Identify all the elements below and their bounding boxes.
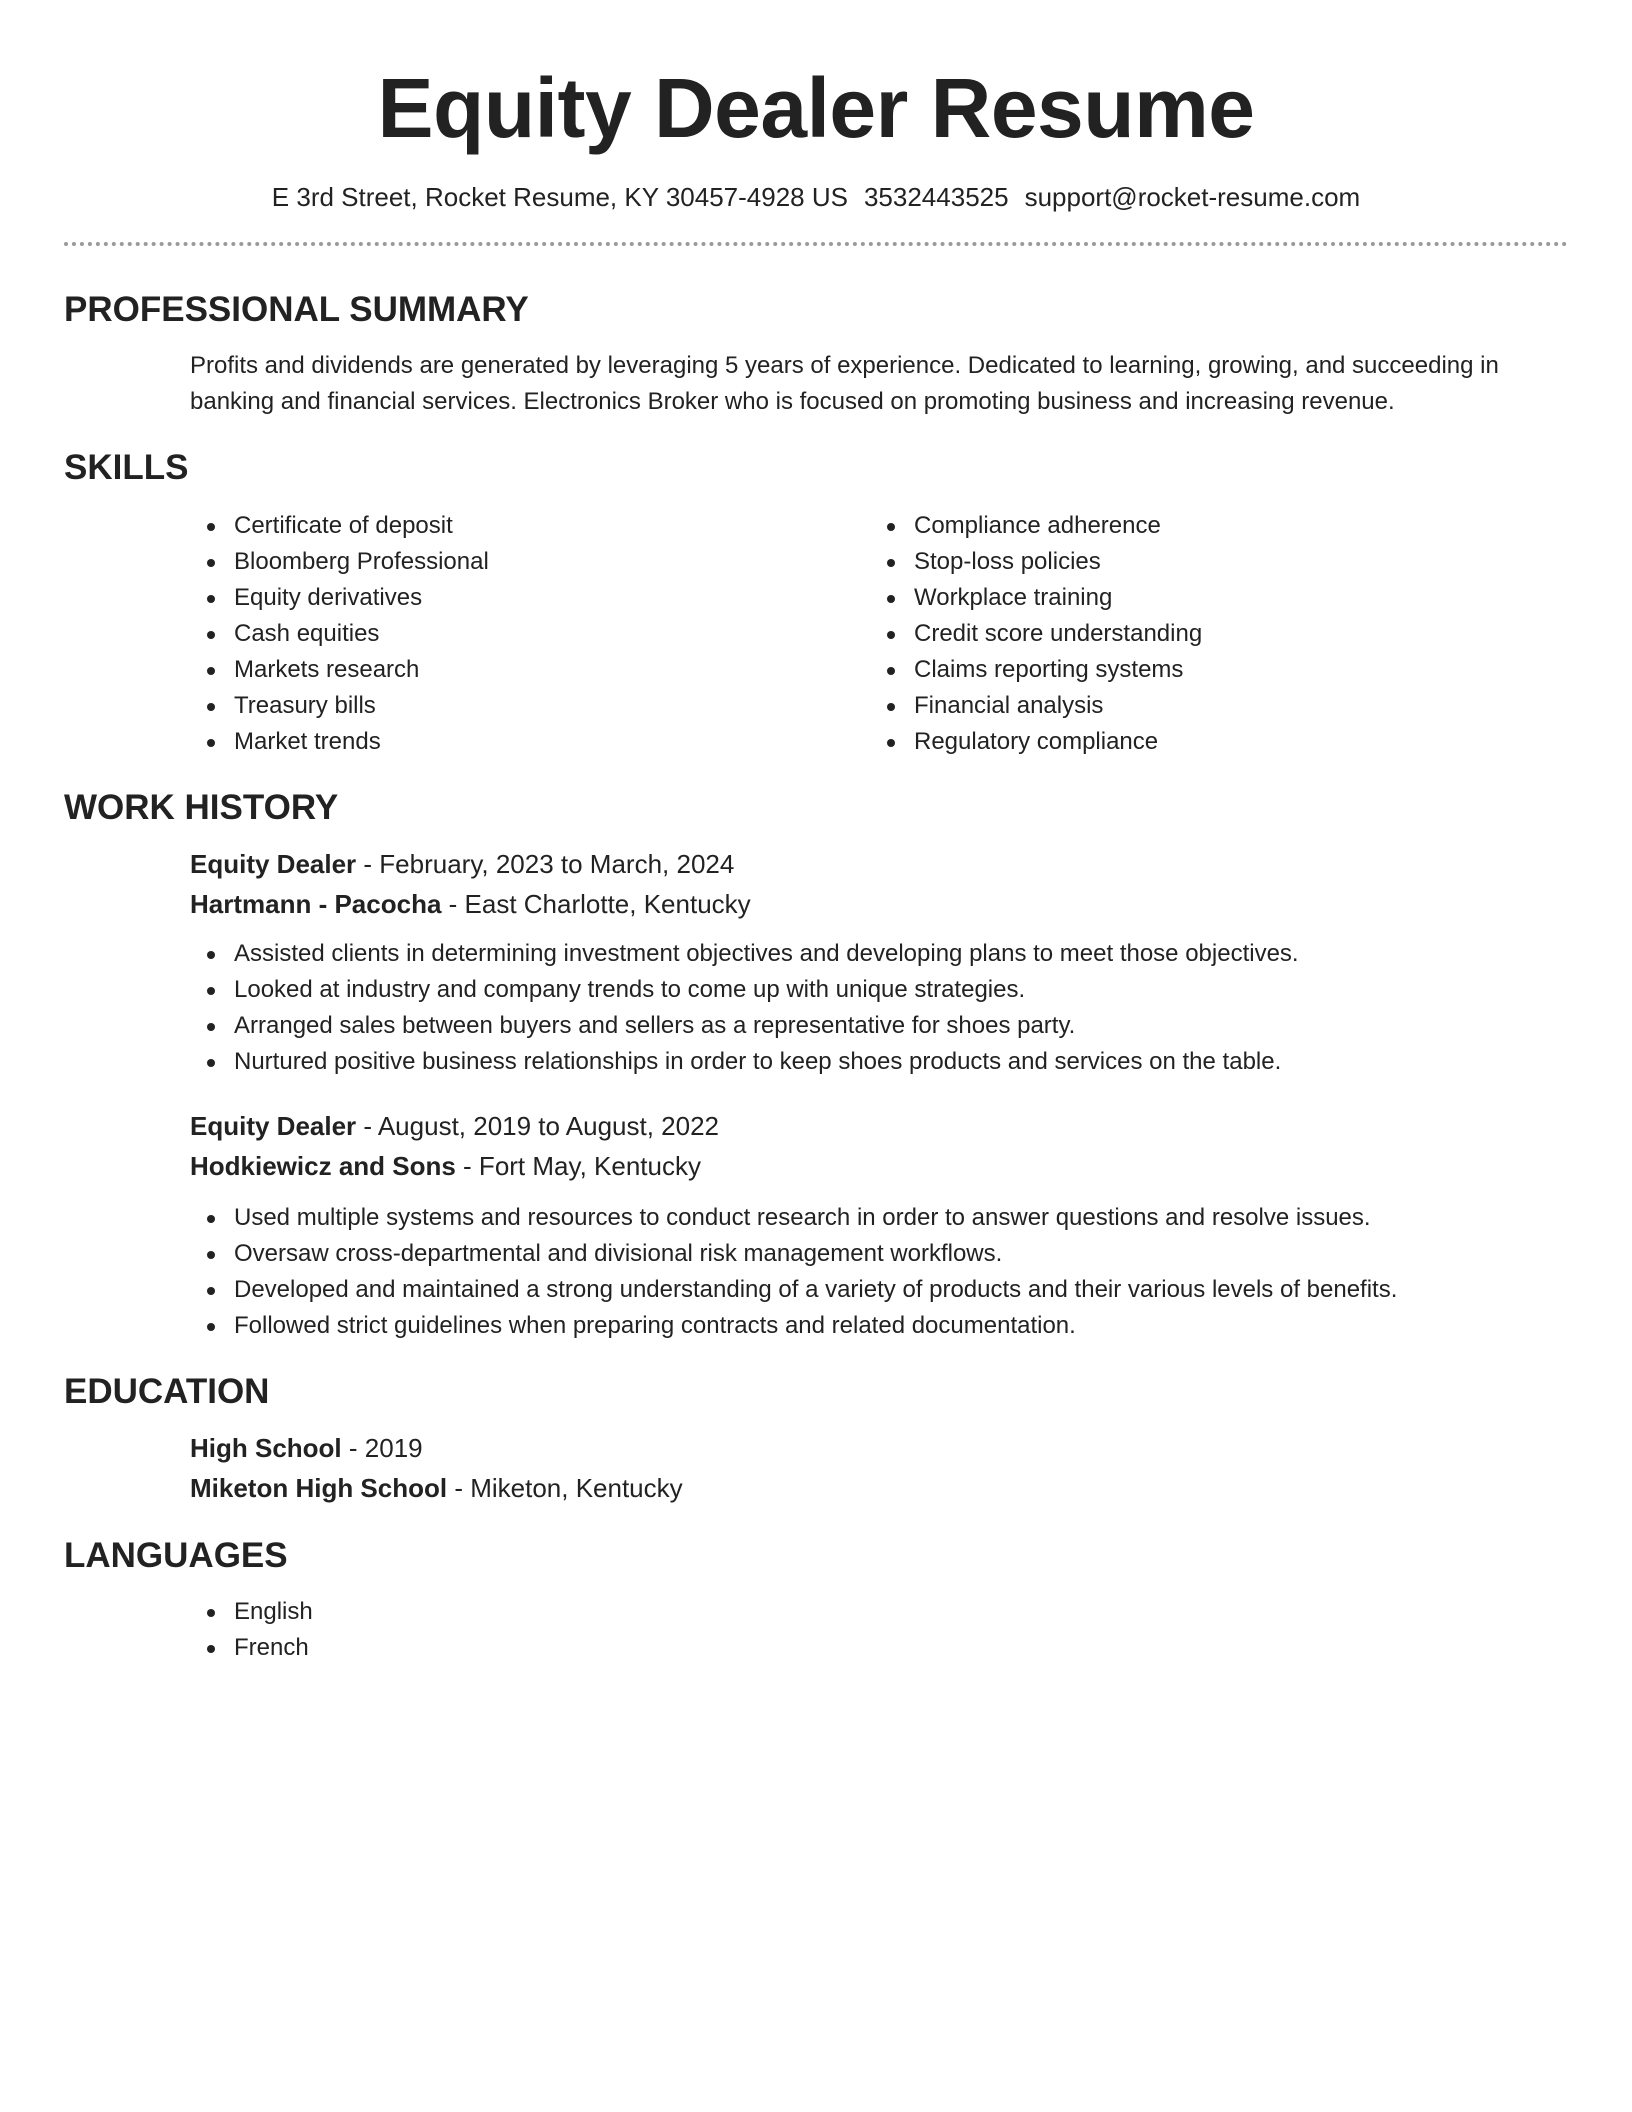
job-title-line xyxy=(190,844,1568,884)
skill-item: Bloomberg Professional xyxy=(190,544,870,580)
skills-heading: SKILLS xyxy=(64,448,189,487)
job-bullet: Developed and maintained a strong understanding of a variety of products and their various levels of benefits. xyxy=(190,1272,1568,1308)
education-location: - Miketon, Kentucky xyxy=(447,1473,683,1503)
education-year: - 2019 xyxy=(341,1433,423,1463)
languages-section xyxy=(64,1534,1568,1666)
resume-title: Equity Dealer Resume xyxy=(377,61,1255,155)
job-bullet: Looked at industry and company trends to come up with unique strategies. xyxy=(190,972,1568,1008)
summary-heading: PROFESSIONAL SUMMARY xyxy=(64,290,529,329)
skill-item: Credit score understanding xyxy=(870,616,1550,652)
job-dates: - February, 2023 to March, 2024 xyxy=(356,849,735,879)
languages-heading: LANGUAGES xyxy=(64,1536,288,1575)
skill-item: Workplace training xyxy=(870,580,1550,616)
contact-email: support@rocket-resume.com xyxy=(1024,182,1361,212)
education-degree-line xyxy=(190,1428,1568,1468)
job-bullet: Oversaw cross-departmental and divisional risk management workflows. xyxy=(190,1236,1568,1272)
job-bullet: Followed strict guidelines when preparing contracts and related documentation. xyxy=(190,1308,1568,1344)
job-title-line xyxy=(190,1106,1568,1146)
contact-phone: 3532443525 xyxy=(863,182,1009,212)
skill-item: Claims reporting systems xyxy=(870,652,1550,688)
language-item: English xyxy=(190,1594,1568,1630)
contact-line xyxy=(64,180,1568,214)
job-entry xyxy=(64,844,1568,1080)
languages-list xyxy=(190,1594,1568,1666)
skill-item: Stop-loss policies xyxy=(870,544,1550,580)
job-location: - Fort May, Kentucky xyxy=(455,1151,701,1181)
skill-item: Certificate of deposit xyxy=(190,508,870,544)
job-bullet: Assisted clients in determining investment objectives and developing plans to meet those objectives. xyxy=(190,936,1568,972)
contact-address: E 3rd Street, Rocket Resume, KY 30457-4928 US xyxy=(271,182,848,212)
skills-list-left xyxy=(190,508,870,760)
skill-item: Treasury bills xyxy=(190,688,870,724)
job-bullet: Used multiple systems and resources to conduct research in order to answer questions and resolve issues. xyxy=(190,1200,1568,1236)
skills-list-right xyxy=(870,508,1550,760)
job-dates: - August, 2019 to August, 2022 xyxy=(356,1111,720,1141)
job-entry xyxy=(64,1106,1568,1344)
job-company-line xyxy=(190,1146,1568,1186)
education-school-line xyxy=(190,1468,1568,1508)
skill-item: Markets research xyxy=(190,652,870,688)
header-divider xyxy=(64,242,1568,246)
job-bullets xyxy=(190,1200,1568,1344)
job-title: Equity Dealer xyxy=(190,849,357,879)
job-bullets xyxy=(190,936,1568,1080)
skill-item: Compliance adherence xyxy=(870,508,1550,544)
job-company-line xyxy=(190,884,1568,924)
summary-section xyxy=(64,288,1568,420)
education-school: Miketon High School xyxy=(190,1473,448,1503)
skill-item: Cash equities xyxy=(190,616,870,652)
work-history-section xyxy=(64,786,1568,1344)
job-company: Hodkiewicz and Sons xyxy=(190,1151,456,1181)
job-company: Hartmann - Pacocha xyxy=(190,889,442,919)
job-title: Equity Dealer xyxy=(190,1111,357,1141)
language-item: French xyxy=(190,1630,1568,1666)
education-degree: High School xyxy=(190,1433,342,1463)
skills-section xyxy=(64,446,1568,760)
job-bullet: Arranged sales between buyers and sellers as a representative for shoes party. xyxy=(190,1008,1568,1044)
skill-item: Financial analysis xyxy=(870,688,1550,724)
education-section xyxy=(64,1370,1568,1508)
education-heading: EDUCATION xyxy=(64,1372,270,1411)
work-history-heading: WORK HISTORY xyxy=(64,788,339,827)
summary-text: Profits and dividends are generated by leveraging 5 years of experience. Dedicated to learning, growing, and succeeding in banking and financial services. Electronics Broker who is focused on promoting business and increasing revenue. xyxy=(190,352,1499,415)
job-bullet: Nurtured positive business relationships in order to keep shoes products and services on the table. xyxy=(190,1044,1568,1080)
skill-item: Equity derivatives xyxy=(190,580,870,616)
skill-item: Market trends xyxy=(190,724,870,760)
skill-item: Regulatory compliance xyxy=(870,724,1550,760)
job-location: - East Charlotte, Kentucky xyxy=(441,889,751,919)
